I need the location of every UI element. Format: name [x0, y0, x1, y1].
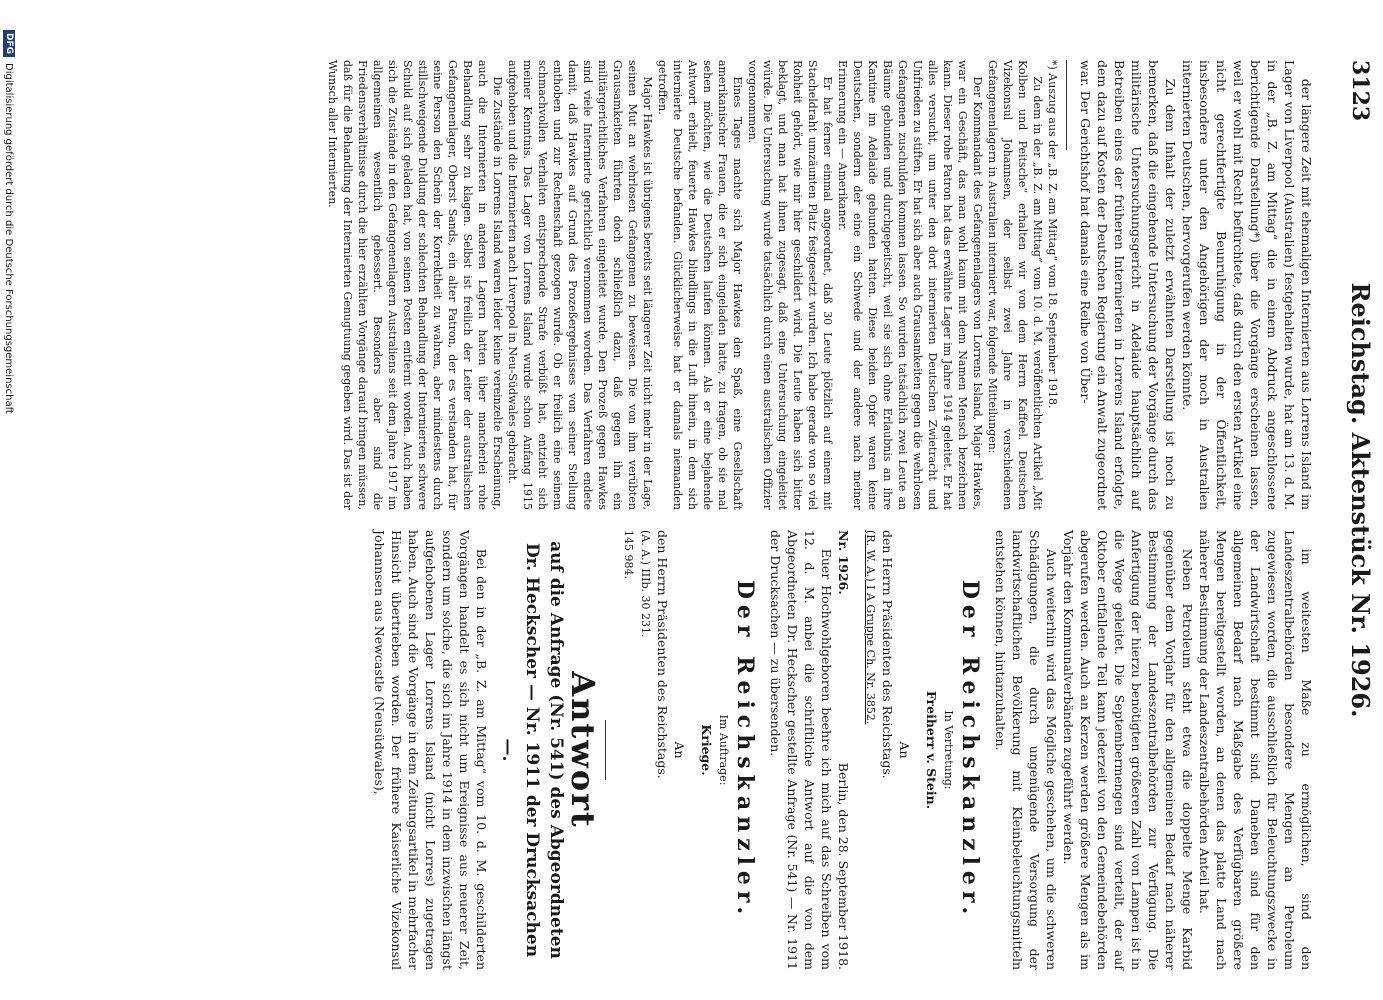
document-date: Berlin, den 28. September 1918. — [836, 762, 851, 970]
column-left — [85, 60, 1315, 510]
address-block — [620, 530, 688, 970]
reference-number: 145 984. — [622, 530, 635, 579]
address-text: den Herrn Präsidenten des Reichstags. — [655, 530, 670, 779]
dfg-logo: DFG — [3, 30, 15, 57]
signature-sub: In Vertretung: — [942, 710, 955, 790]
paragraph: der längere Zeit mit ehemaligen Internierten aus Lorrens Island im Lager von Liverpool (Australien) festgehalten wurde, hat am 13. d. M. in der „B. Z. am Mittag“ die in einem Abdruck angeschlossene berichtigende Darstellung*) über die Vorgänge erscheinen lassen, weil er wohl mit Recht befürchtete, daß durch den ersten Artikel eine nicht gerechtfertigte Beunruhigung in der Öffentlichkeit, insbesondere unter den Angehörigen der noch in Australien internierten Deutschen, hervorgerufen werden könnte. — [1180, 60, 1314, 510]
paragraph: Zu dem Inhalt der zuletzt erwähnten Darstellung ist noch zu bemerken, daß die eingehende Untersuchung der Vorgänge durch das militärische Untersuchungsgericht in Adelaide hauptsächlich auf Betreiben eines der früheren Internierten in Lorrens Island erfolgte, dem dazu auf Kosten der Deutschen Regierung ein Anwalt zugeordnet war. Der Gerichtshof hat damals eine Reihe von Über- — [1078, 60, 1178, 510]
footer-text: Digitalisierung gefördert durch die Deutsche Forschungsgemeinschaft — [3, 63, 15, 414]
signature-block — [923, 530, 983, 970]
answer-heading: Antwort — [564, 671, 602, 829]
divider — [605, 720, 606, 780]
answer-subheading: auf die Anfrage (Nr. 541) des Abgeordneten Dr. Heckscher — Nr. 1911 der Drucksachen —. — [498, 541, 566, 959]
footnote — [325, 60, 1060, 510]
paragraph: Auch weiterhin wird das Mögliche geschehen, um die schweren Schädigungen, die durch ungenügende Versorgung der landwirtschaftlichen Bevölkerung mit Kleinbeleuchtungsmitteln entstehen können, hintanzuhalten. — [993, 530, 1059, 970]
footnote-paragraph: Major Hawkes ist übrigens bereits seit längerer Zeit nicht mehr in der Lage, seinen Mut an wehrlosen Gefangenen zu beweisen. Die von ihm verübten Grausamkeiten führten doch schließlich dazu, daß gegen ihn ein militärgerichtliches Verfahren eingeleitet wurde. Den Prozeß gegen Hawkes sind viele Internierte gerichtlich vernommen worden. Das Verfahren endete damit, daß Hawkes auf Grund des Prozeßergebnisses von seiner Stellung enthoben und zur Rechenschaft gezogen wurde. Ob er freilich eine seinem schmachvollen Verhalten entsprechende Strafe verbüßt hat, entzieht sich meiner Kenntnis. Das Lager von Lorrens Island wurde schon Anfang 1915 aufgehoben und die Internierten nach Liverpool in Neu-Südwales gebracht. — [506, 60, 654, 510]
paragraph: Bei den in der „B. Z. am Mittag“ vom 10. d. M. geschilderten Vorgängen handelt es sich nicht um Ereignisse aus neuerer Zeit, sondern um solche, die sich im Jahre 1914 in dem inzwischen längst aufgehobenen Lager Lorrens Island (nicht Lorres) zugetragen haben. Auch sind die Vorgänge in dem Zeitungsartikel in mehrfacher Hinsicht übertrieben worden. Der frühere Kaiserliche Vizekonsul Johannsen aus Newcastle (Neusüdwales), — [372, 530, 489, 970]
document-number: Nr. 1926. — [836, 530, 851, 595]
footnote-head: *) Auszug aus der „B. Z. am Mittag“ vom 18. September 1918. — [1046, 60, 1059, 409]
paragraph: Neben Petroleum steht etwa die doppelte Menge Karbid gegenüber dem Vorjahr für den allgemeinen Bedarf nach näherer Bestimmung der Landeszentralbehörden zur Verfügung. Die Anfertigung der hierzu benötigten größeren Zahl von Lampen ist in die Wege geleitet. Die Septembermengen sind verteilt, der auf Oktober entfallende Teil kann jederzeit von den Gemeindebehörden abgerufen werden. Auch an Kerzen werden größere Mengen als im Vorjahr den Kommunalverbänden zugeführt werden. — [1061, 530, 1195, 970]
signature-title: Der Reichskanzler. — [732, 579, 758, 921]
signature-block — [698, 530, 758, 970]
paragraph: im weitesten Maße zu ermöglichen, sind den Landeszentralbehörden besondere Mengen an Petroleum zugewiesen worden, die ausschließlich für Beleuchtungszwecke in der Landwirtschaft bestimmt sind. Daneben sind für den allgemeinen Bedarf nach Maßgabe des Verfügbaren größere Mengen bereitgestellt worden, an denen das platte Land nach näherer Bestimmung der Landeszentralbehörden Anteil hat. — [1197, 530, 1314, 970]
signature-title: Der Reichskanzler. — [957, 579, 983, 921]
signature-name: Freiherr v. Stein. — [924, 690, 939, 810]
address-block — [862, 530, 913, 970]
signature-name: Kriege. — [699, 724, 714, 776]
footnote-paragraph: Die Zustände in Lorrens Island waren leider keine vereinzelte Erscheinung, auch die Internierten in anderen Lagern hatten über mancherlei rohe Behandlung sehr zu klagen. Selbst ist freilich der Leiter der australischen Gefangenenlager, Oberst Sands, ein alter Patron, der es verstanden hat, für seine Person den Schein der Korrektheit zu wahren, aber mindestens durch stillschweigende Duldung der schlechten Behandlung der Internierten schwere Schuld auf sich geladen hat, von seinen Posten entfernt worden. Auch haben sich die Zustände in den Gefangenenlagern Australiens seit dem Jahre 1917 im allgemeinen wesentlich gebessert. Besonders aber sind die Friedensverhältnisse durch die hier erzählten Vorgänge darauf bringen müssen, daß für die Behandlung der Internierten Genugtuung gegeben wird. Das ist der Wunsch aller Internierten. — [326, 60, 504, 510]
address-text: den Herrn Präsidenten des Reichstags. — [880, 530, 895, 779]
digitization-footer — [0, 30, 18, 990]
address-an: An — [672, 741, 687, 759]
footnote-paragraph: Eines Tages machte sich Major Hawkes den Spaß, eine Gesellschaft amerikanischer Frauen, die er sich eingeladen hatte, zu fragen, ob sie mal sehen möchten, wie die Deutschen laufen können. Als er eine bejahende Antwort erhielt, feuerte Hawkes blindlings in die Luft hinein, in dem sich internierte Deutsche befanden. Glücklicherweise hat er damals niemanden getroffen. — [656, 60, 744, 510]
footnote-paragraph: Der Kommandant des Gefangenenlagers von Lorrens Island, Major Hawkes, war ein Geschäft, das man wohl kaum mit dem Namen Mensch bezeichnen kann. Dieser rohe Patron hat das erwähnte Lager im Jahre 1914 geleitet. Er hat alles versucht, um unter den dort internierten Deutschen Zwietracht und Unfrieden zu stiften. Er hat sich aber auch Grausamkeiten gegen die wehrlosen Gefangenen zuschulden kommen lassen. So wurden tatsächlich zwei Leute an Bäume gebunden und durchgepeitscht, weil sie sich ohne Erlaubnis an ihre Kantine im Adelaide gebunden hatten. Diese beiden Opfer waren keine Deutschen, sondern der eine ein Schwede und der andere nach meiner Erinnerung ein — Amerikaner. — [836, 60, 984, 510]
page-header — [1333, 0, 1383, 1000]
page-number: 3123 — [1347, 60, 1373, 122]
footnote-paragraph: Er hat ferner einmal angeordnet, daß 30 Leute plötzlich auf einem mit Stacheldraht umzäunten Platz festgesetzt wurden. Ich habe gerade von so viel Rohheit gehört, wie mir hier geschildert wird. Die Leute haben sich bitter beklagt, und man hat ihnen zugesagt, daß eine Untersuchung eingeleitet würde. Die Untersuchung wurde tatsächlich durch einen australischen Offizier vorgenommen. — [746, 60, 834, 510]
address-an: An — [897, 741, 912, 759]
document-dateline — [835, 530, 852, 970]
signature-sub: Im Auftrage: — [717, 714, 730, 786]
reference: (A. A.) IIIb. 30 231. — [639, 530, 652, 638]
footnote-rule — [1066, 60, 1067, 150]
footnote-paragraph: Zu dem in der „B. Z. am Mittag“ vom 10. d. M. veröffentlichten Artikel „Mit Kolben und Peitsche“ erhalten wir von dem Herrn Kaffeel. Deutschen Vizekonsul Johannsen, der selbst zwei Jahre in verschiedenen Gefangenenlagern in Australien interniert war, folgende Mitteilungen: — [986, 60, 1044, 510]
running-title: Reichstag. Aktenstück Nr. 1926. — [1346, 282, 1375, 718]
paragraph: Euer Hochwohlgeboren beehre ich mich auf das Schreiben vom 12. d. M. anbei die schriftliche Antwort auf die von dem Abgeordneten Dr. Heckscher gestellte Anfrage (Nr. 541) — Nr. 1911 der Drucksachen — zu übersenden. — [768, 530, 834, 970]
column-right — [85, 530, 1315, 970]
reference: (R. W. A.) I A Gruppe Ch. Nr. 3852. — [864, 530, 877, 725]
